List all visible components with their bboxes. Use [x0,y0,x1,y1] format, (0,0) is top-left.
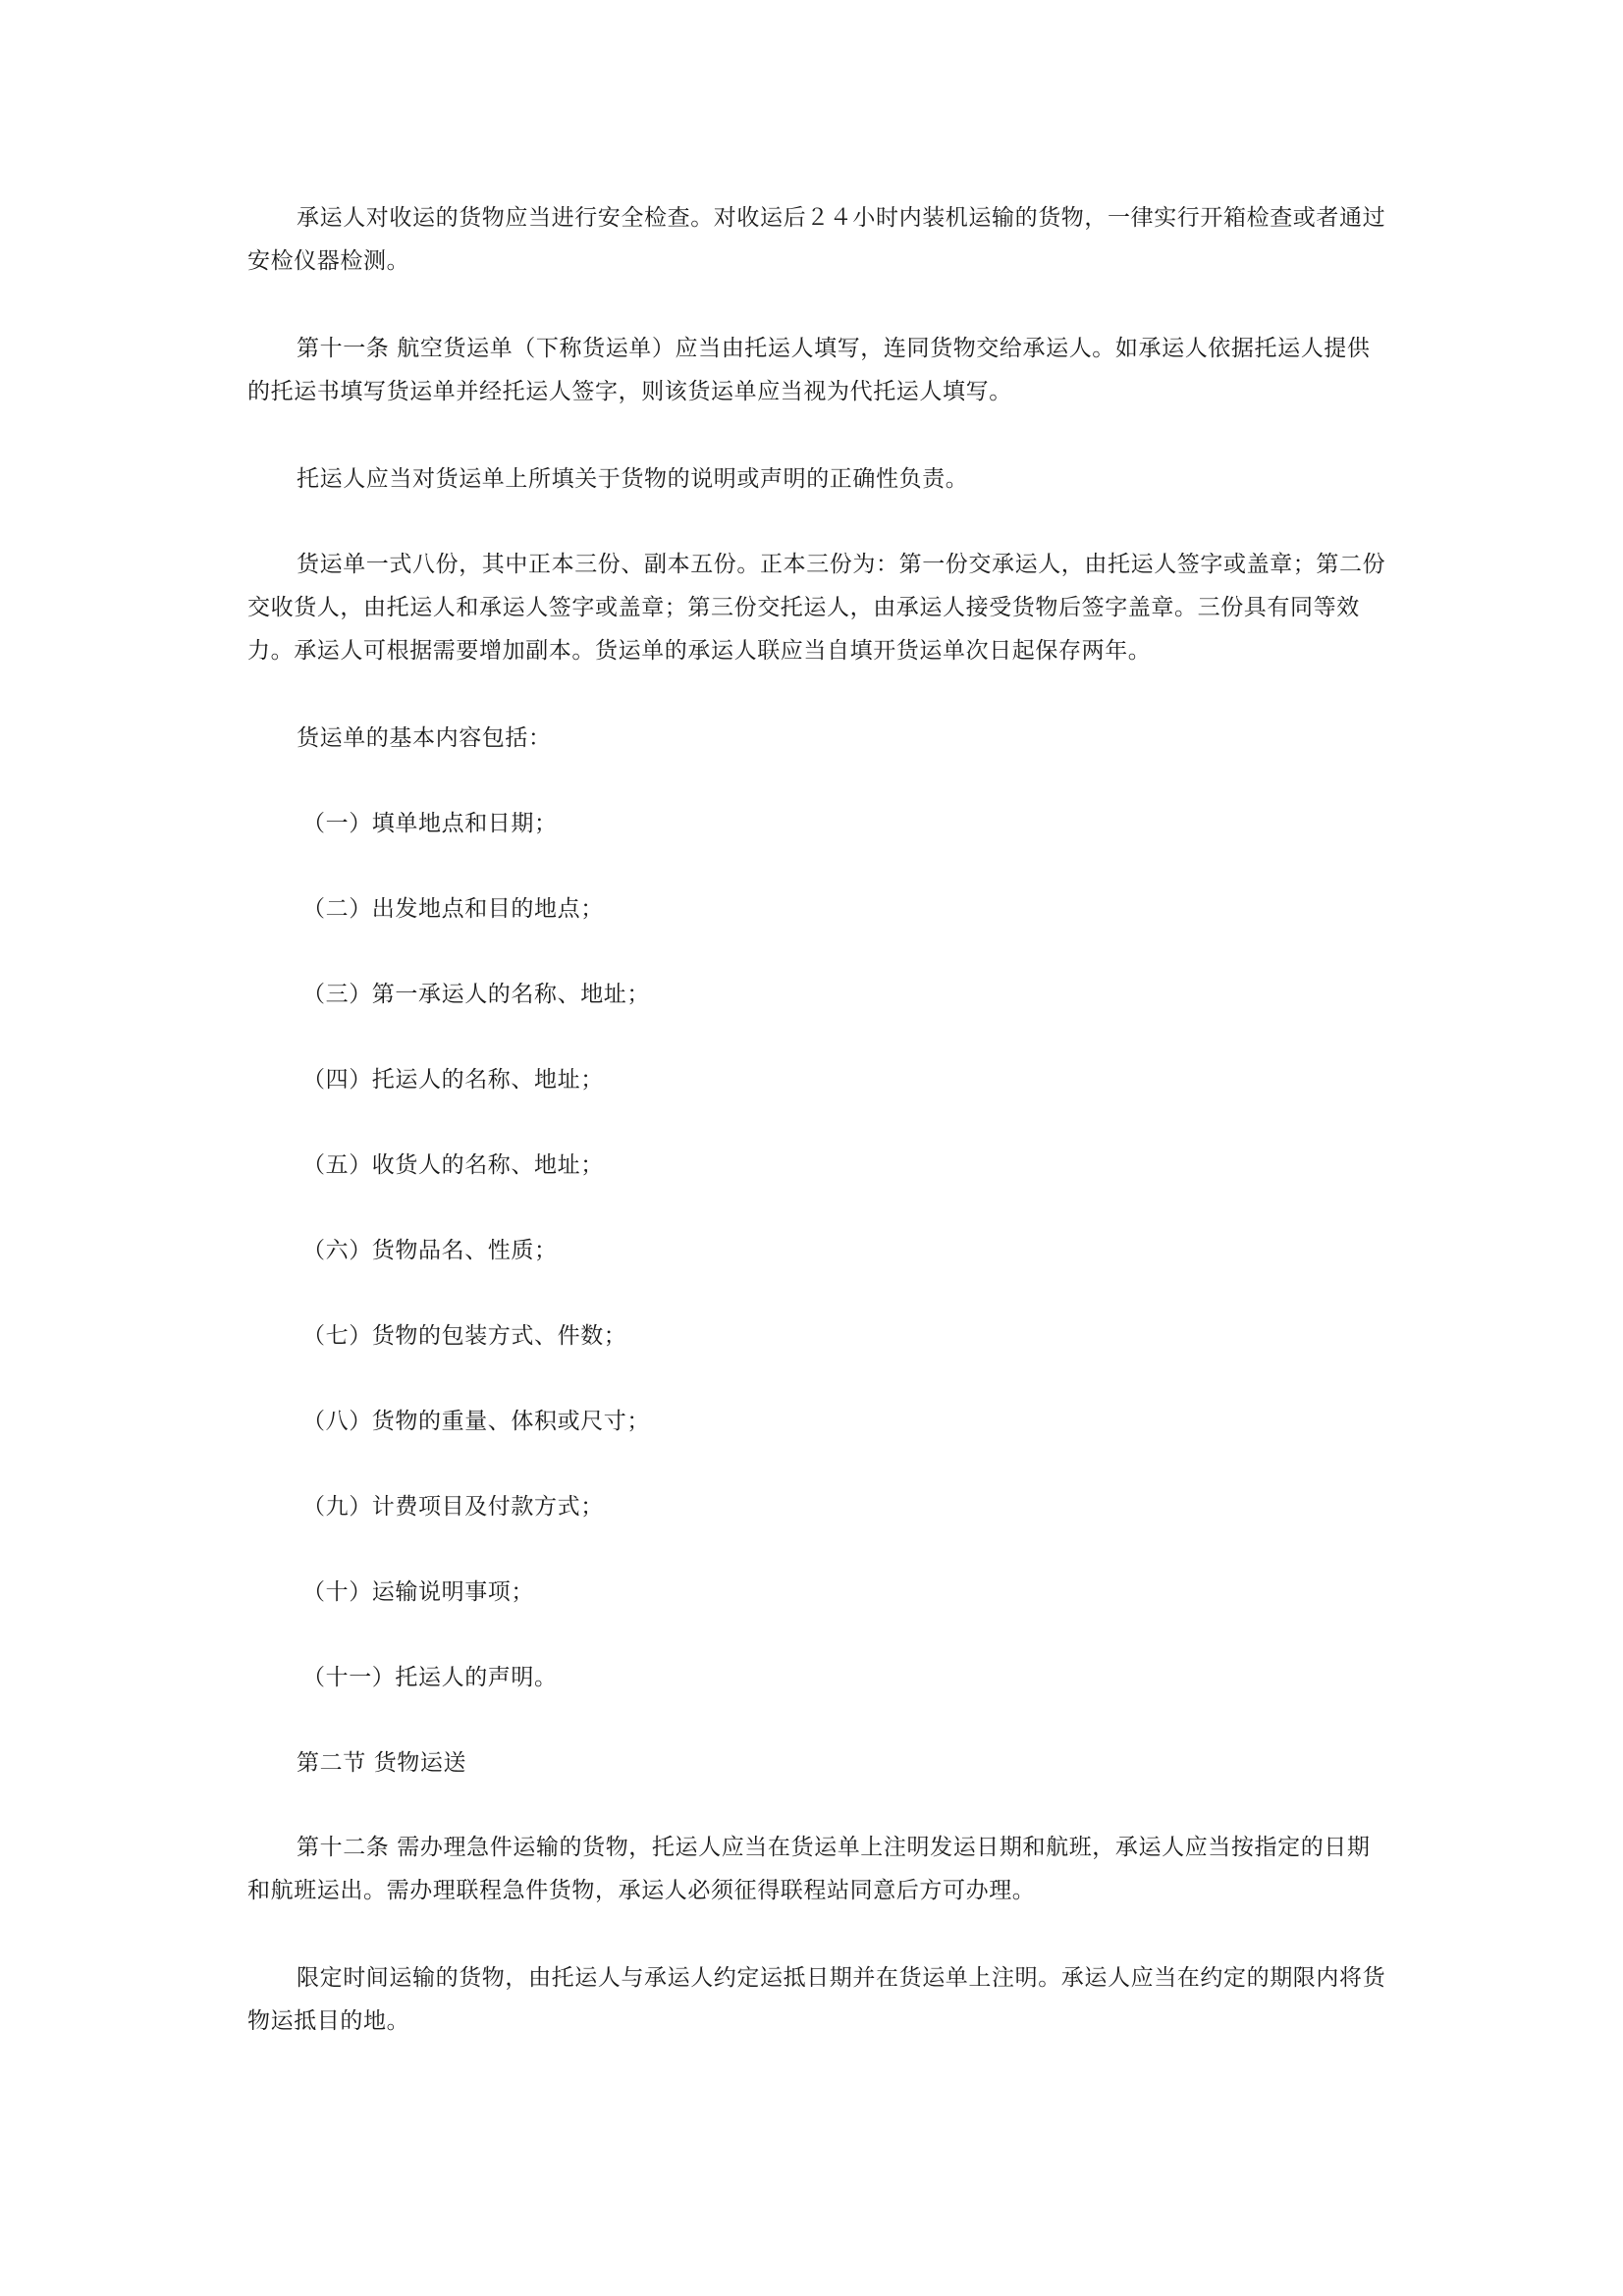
list-item: （四）托运人的名称、地址； [302,1067,604,1093]
paragraph-shipper-responsibility: 托运人应当对货运单上所填关于货物的说明或声明的正确性负责。 [297,466,969,492]
list-item: （五）收货人的名称、地址； [302,1152,604,1178]
paragraph-waybill-copies: 货运单一式八份，其中正本三份、副本五份。正本三份为：第一份交承运人，由托运人签字或盖章；第二份交收货人，由托运人和承运人签字或盖章；第三份交托运人，由承运人接受货物后签字盖章。三份具有同等效力。承运人可根据需要增加副本。货运单的承运人联应当自填开货运单次日起保存两年。 [247,552,1386,664]
list-item: （八）货物的重量、体积或尺寸； [302,1409,650,1434]
list-item: （七）货物的包装方式、件数； [302,1323,627,1349]
paragraph-time-limited-transport: 限定时间运输的货物，由托运人与承运人约定运抵日期并在货运单上注明。承运人应当在约定的期限内将货物运抵目的地。 [247,1965,1386,2034]
list-item: （九）计费项目及付款方式； [302,1494,604,1520]
paragraph-article-12: 第十二条 需办理急件运输的货物，托运人应当在货运单上注明发运日期和航班，承运人应当按指定的日期和航班运出。需办理联程急件货物，承运人必须征得联程站同意后方可办理。 [247,1835,1371,1903]
list-item: （十一）托运人的声明。 [302,1665,558,1690]
list-item: （三）第一承运人的名称、地址； [302,982,650,1007]
list-item: （一）填单地点和日期； [302,811,558,836]
paragraph-article-11: 第十一条 航空货运单（下称货运单）应当由托运人填写，连同货物交给承运人。如承运人依据托运人提供的托运书填写货运单并经托运人签字，则该货运单应当视为代托运人填写。 [247,336,1371,404]
paragraph-waybill-contents-intro: 货运单的基本内容包括： [297,725,552,751]
section-heading: 第二节 货物运送 [297,1750,467,1776]
list-item: （十）运输说明事项； [302,1579,534,1605]
paragraph-security-check: 承运人对收运的货物应当进行安全检查。对收运后２４小时内装机运输的货物，一律实行开箱检查或者通过安检仪器检测。 [247,205,1386,274]
list-item: （二）出发地点和目的地点； [302,896,604,922]
list-item: （六）货物品名、性质； [302,1238,558,1263]
